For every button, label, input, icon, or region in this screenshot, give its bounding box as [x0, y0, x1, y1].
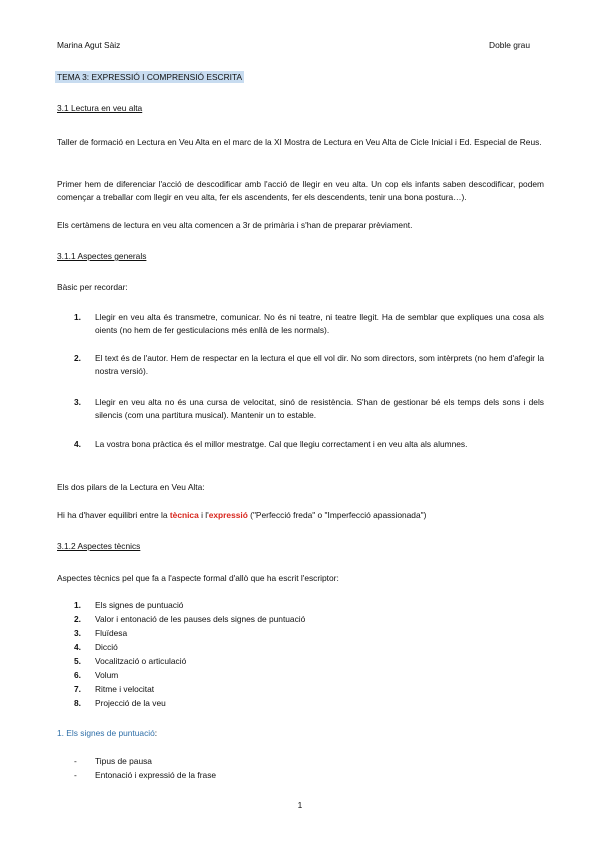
- pillars-line: [57, 509, 544, 522]
- technical-aspect-item: [74, 613, 305, 626]
- pillars-text-a: Hi ha d'haver equilibri entre la: [57, 510, 170, 520]
- heading-colon: :: [154, 728, 158, 738]
- technical-aspect-item: [74, 669, 118, 682]
- section-3-1-1-heading: 3.1.1 Aspectes generals: [57, 251, 147, 261]
- item-text: Els signes de puntuació: [95, 600, 184, 610]
- item-text: Vocalització o articulació: [95, 656, 187, 666]
- technical-aspect-item: [74, 627, 127, 640]
- section-3-1-paragraph-1: Taller de formació en Lectura en Veu Alta en el marc de la XI Mostra de Lectura en Veu Alta de Cicle Inicial i Ed. Especial de Reus.: [57, 137, 542, 147]
- section-3-1-paragraph-2: Primer hem de diferenciar l'acció de descodificar amb l'acció de llegir en veu alta. Un cop els infants saben descodificar, podem començar a treballar com llegir en veu alta, fer els ascendents, fer els descendents, tenir una bona postura…).: [57, 179, 544, 202]
- header-course: Doble grau: [489, 40, 530, 50]
- item-text: Dicció: [95, 642, 118, 652]
- section-3-1-2-heading: 3.1.2 Aspectes tècnics: [57, 541, 141, 551]
- dash-bullet: -: [74, 770, 77, 780]
- general-aspect-item: [74, 438, 544, 451]
- item-text: Tipus de pausa: [95, 756, 152, 766]
- document-title-line: [57, 71, 544, 84]
- pillars-tecnica: tècnica: [169, 510, 199, 520]
- item-number: 2.: [74, 353, 81, 363]
- general-aspect-item: [74, 396, 544, 422]
- item-text: Volum: [95, 670, 119, 680]
- technical-aspect-item: [74, 655, 186, 668]
- punctuation-item: [74, 769, 216, 782]
- pillars-intro: Els dos pilars de la Lectura en Veu Alta:: [57, 482, 205, 492]
- item-text: Valor i entonació de les pauses dels signes de puntuació: [95, 614, 306, 624]
- general-aspect-item: [74, 352, 544, 378]
- dash-bullet: -: [74, 756, 77, 766]
- item-text: Projecció de la veu: [95, 698, 166, 708]
- item-text: Fluïdesa: [95, 628, 128, 638]
- item-text: Llegir en veu alta és transmetre, comunicar. No és ni teatre, ni teatre llegit. Ha de semblar que expliques una cosa als oients (no hem de fer gesticulacions més enllà de les normals).: [95, 312, 544, 335]
- section-3-1-1-intro: Bàsic per recordar:: [57, 282, 128, 292]
- pillars-text-b: i l': [198, 510, 209, 520]
- section-3-1-paragraph-3: Els certàmens de lectura en veu alta comencen a 3r de primària i s'han de preparar prèviament.: [57, 220, 413, 230]
- technical-aspect-item: [74, 599, 183, 612]
- pillars-expressio: expressió: [208, 510, 248, 520]
- subsection-punctuation-heading: 1. Els signes de puntuació: [57, 728, 155, 738]
- item-number: 8.: [74, 698, 81, 708]
- header-author: Marina Agut Sàiz: [57, 40, 121, 50]
- item-number: 6.: [74, 670, 81, 680]
- section-3-1-2-intro: Aspectes tècnics pel que fa a l'aspecte formal d'allò que ha escrit l'escriptor:: [57, 573, 339, 583]
- item-text: El text és de l'autor. Hem de respectar en la lectura el que ell vol dir. No som directors, som intèrprets (no hem d'afegir la nostra versió).: [95, 353, 544, 376]
- technical-aspect-item: [74, 697, 166, 710]
- item-number: 3.: [74, 397, 81, 407]
- general-aspect-item: [74, 311, 544, 337]
- item-number: 7.: [74, 684, 81, 694]
- item-number: 1.: [74, 600, 81, 610]
- section-3-1-heading: 3.1 Lectura en veu alta: [57, 103, 143, 113]
- subsection-punctuation-heading-line: [57, 727, 544, 740]
- document-title: TEMA 3: EXPRESSIÓ I COMPRENSIÓ ESCRITA: [57, 72, 243, 82]
- pillars-text-c: ("Perfecció freda" o "Imperfecció apassionada"): [247, 510, 427, 520]
- item-number: 5.: [74, 656, 81, 666]
- item-text: Ritme i velocitat: [95, 684, 155, 694]
- item-text: Llegir en veu alta no és una cursa de velocitat, sinó de resistència. S'han de gestionar bé els temps dels sons i dels silencis (com una partitura musical). Mantenir un to estable.: [95, 397, 544, 420]
- item-text: Entonació i expressió de la frase: [95, 770, 217, 780]
- page-number: 1: [297, 800, 303, 810]
- item-number: 4.: [74, 439, 81, 449]
- item-number: 4.: [74, 642, 81, 652]
- item-number: 1.: [74, 312, 81, 322]
- item-text: La vostra bona pràctica és el millor mestratge. Cal que llegiu correctament i en veu alta als alumnes.: [95, 439, 468, 449]
- punctuation-item: [74, 755, 152, 768]
- item-number: 2.: [74, 614, 81, 624]
- technical-aspect-item: [74, 683, 154, 696]
- technical-aspect-item: [74, 641, 118, 654]
- item-number: 3.: [74, 628, 81, 638]
